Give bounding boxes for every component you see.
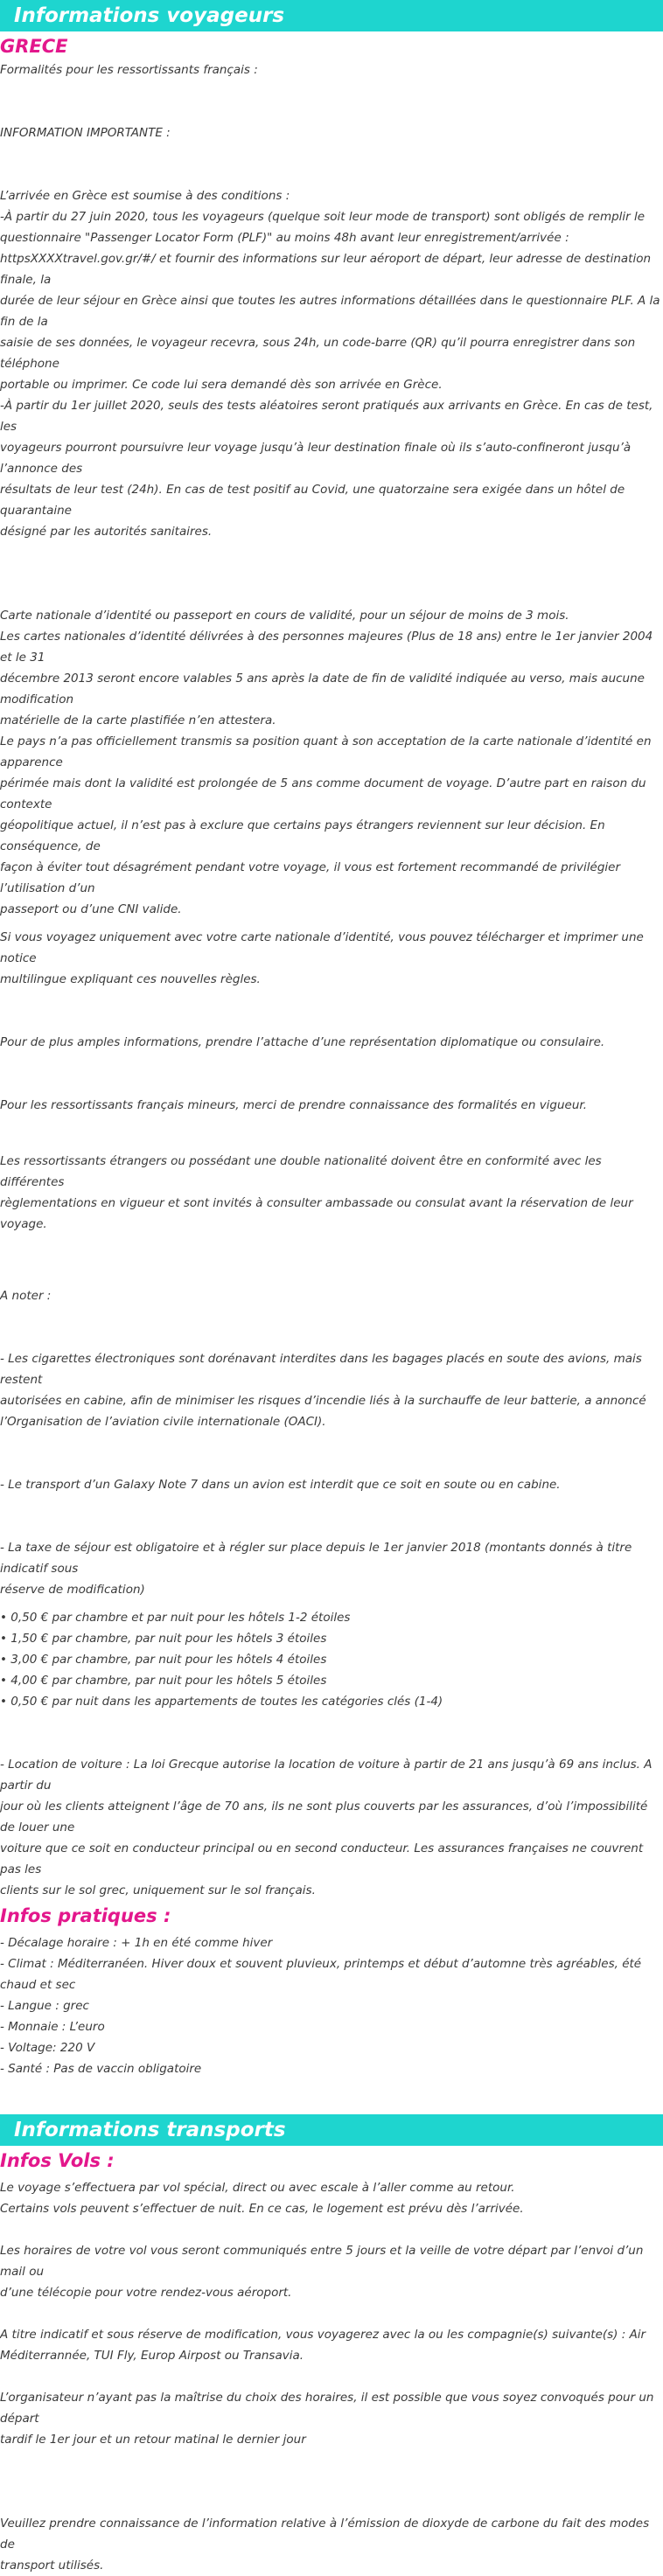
text-line: l’Organisation de l’aviation civile internationale (OACI).: [0, 1415, 326, 1429]
spacer: [0, 1327, 663, 1348]
spacer: [0, 1432, 663, 1453]
text-line: jour où les clients atteignent l’âge de 70 ans, ils ne sont plus couverts par les assurances, d’où l’impossibilité de louer une: [0, 1800, 648, 1835]
spacer: [0, 2492, 663, 2513]
spacer: [0, 80, 663, 101]
spacer: [0, 1116, 663, 1137]
infos-pratiques-list: [0, 1932, 663, 2079]
text-line: transport utilisés.: [0, 2559, 104, 2573]
spacer: [0, 2366, 663, 2387]
list-item: • 3,00 € par chambre, par nuit pour les hôtels 4 étoiles: [0, 1653, 327, 1667]
spacer: [0, 1495, 663, 1516]
text-line: autorisées en cabine, afin de minimiser les risques d’incendie liés à la surchauffe de leur batterie, a annoncé: [0, 1394, 646, 1408]
spacer: [0, 2471, 663, 2492]
text-line: Le pays n’a pas officiellement transmis sa position quant à son acceptation de la carte nationale d’identité en apparence: [0, 735, 652, 769]
spacer: [0, 1733, 663, 1754]
spacer: [0, 1306, 663, 1327]
text-line: Méditerrannée, TUI Fly, Europ Airpost ou Transavia.: [0, 2349, 304, 2363]
spacer: [0, 1011, 663, 1032]
list-item: - Monnaie : L’euro: [0, 2020, 105, 2034]
spacer: [0, 101, 663, 122]
spacer: [0, 542, 663, 563]
infos-vols-heading: Infos Vols :: [0, 2150, 115, 2171]
list-item: • 0,50 € par nuit dans les appartements de toutes les catégories clés (1-4): [0, 1695, 443, 1709]
text-line: -À partir du 27 juin 2020, tous les voyageurs (quelque soit leur mode de transport) sont obligés de remplir le: [0, 210, 646, 224]
text-line: - Location de voiture : La loi Grecque autorise la location de voiture à partir de 21 ans jusqu’à 69 ans inclus. A partir du: [0, 1758, 653, 1793]
country-heading: GRECE: [0, 36, 68, 57]
text-line: - La taxe de séjour est obligatoire et à régler sur place depuis le 1er janvier 2018 (montants donnés à titre indicatif sous: [0, 1541, 632, 1576]
list-item: - Climat : Méditerranéen. Hiver doux et souvent pluvieux, printemps et début d’automne très agréables, été chaud et sec: [0, 1957, 642, 1992]
text-line: multilingue expliquant ces nouvelles règles.: [0, 972, 261, 986]
text-line: Les horaires de votre vol vous seront communiqués entre 5 jours et la veille de votre départ par l’envoi d’un mail ou: [0, 2244, 644, 2279]
text-line: voyageurs pourront poursuivre leur voyage jusqu’à leur destination finale où ils s’auto-confineront jusqu’à l’annonce des: [0, 441, 632, 476]
text-line: désigné par les autorités sanitaires.: [0, 525, 213, 539]
cni-block: [0, 605, 663, 920]
section-title-transports: Informations transports: [0, 2114, 663, 2146]
formalites-intro: Formalités pour les ressortissants français :: [0, 63, 258, 77]
spacer: [0, 1256, 663, 1277]
section-title-voyageurs: Informations voyageurs: [0, 0, 663, 31]
spacer: [0, 1453, 663, 1474]
list-item: • 1,50 € par chambre, par nuit pour les hôtels 3 étoiles: [0, 1632, 327, 1646]
text-line: façon à éviter tout désagrément pendant votre voyage, il vous est fortement recommandé de privilégier l’utilisation d’un: [0, 860, 621, 895]
galaxy-text: - Le transport d’un Galaxy Note 7 dans un avion est interdit que ce soit en soute ou en cabine.: [0, 1478, 561, 1492]
taxe-block: [0, 1537, 663, 1600]
infos-pratiques-heading: Infos pratiques :: [0, 1905, 171, 1926]
spacer: [0, 1053, 663, 1074]
organisateur-block: [0, 2387, 663, 2450]
spacer: [0, 563, 663, 584]
list-item: - Langue : grec: [0, 1999, 89, 2013]
spacer: [0, 1277, 663, 1285]
text-line: saisie de ses données, le voyageur recevra, sous 24h, un code-barre (QR) qu’il pourra enregistrer dans son téléphone: [0, 336, 636, 371]
list-item: • 0,50 € par chambre et par nuit pour les hôtels 1-2 étoiles: [0, 1611, 351, 1625]
text-line: L’arrivée en Grèce est soumise à des conditions :: [0, 189, 290, 203]
spacer: [0, 990, 663, 1011]
text-line: Le voyage s’effectuera par vol spécial, direct ou avec escale à l’aller comme au retour.: [0, 2181, 515, 2195]
location-block: [0, 1754, 663, 1901]
notice-block: [0, 927, 663, 990]
text-line: Certains vols peuvent s’effectuer de nuit. En ce cas, le logement est prévu dès l’arrivée.: [0, 2202, 524, 2216]
spacer: [0, 2219, 663, 2240]
important-title: INFORMATION IMPORTANTE :: [0, 126, 171, 140]
text-line: Carte nationale d’identité ou passeport en cours de validité, pour un séjour de moins de 3 mois.: [0, 609, 569, 623]
list-item: - Décalage horaire : + 1h en été comme hiver: [0, 1936, 273, 1950]
spacer: [0, 164, 663, 185]
compagnies-block: [0, 2324, 663, 2366]
text-line: périmée mais dont la validité est prolongée de 5 ans comme document de voyage. D’autre part en raison du contexte: [0, 776, 646, 811]
spacer: [0, 1516, 663, 1537]
a-noter-label: A noter :: [0, 1289, 52, 1303]
carbone-block: [0, 2513, 663, 2576]
list-item: • 4,00 € par chambre, par nuit pour les hôtels 5 étoiles: [0, 1674, 327, 1688]
text-line: matérielle de la carte plastifiée n’en attestera.: [0, 714, 276, 728]
text-line: durée de leur séjour en Grèce ainsi que toutes les autres informations détaillées dans le questionnaire PLF. A la fin de la: [0, 294, 660, 329]
text-line: géopolitique actuel, il n’est pas à exclure que certains pays étrangers reviennent sur leur décision. En conséquence, de: [0, 818, 605, 853]
spacer: [0, 1074, 663, 1095]
horaires-block: [0, 2240, 663, 2303]
text-line: d’une télécopie pour votre rendez-vous aéroport.: [0, 2286, 292, 2300]
text-line: règlementations en vigueur et sont invités à consulter ambassade ou consulat avant la réservation de leur voyage.: [0, 1196, 633, 1231]
text-line: résultats de leur test (24h). En cas de test positif au Covid, une quatorzaine sera exigée dans un hôtel de quarantaine: [0, 483, 625, 518]
list-item: - Santé : Pas de vaccin obligatoire: [0, 2062, 202, 2076]
vols-block: [0, 2177, 663, 2219]
spacer: [0, 2079, 663, 2114]
text-line: Les ressortissants étrangers ou possédant une double nationalité doivent être en conformité avec les différentes: [0, 1154, 602, 1189]
spacer: [0, 2450, 663, 2471]
text-line: Si vous voyagez uniquement avec votre carte nationale d’identité, vous pouvez télécharger et imprimer une notice: [0, 930, 644, 965]
text-line: réserve de modification): [0, 1583, 145, 1597]
spacer: [0, 584, 663, 605]
text-line: Veuillez prendre connaissance de l’information relative à l’émission de dioxyde de carbone du fait des modes de: [0, 2517, 650, 2552]
spacer: [0, 1712, 663, 1733]
mineurs-text: Pour les ressortissants français mineurs, merci de prendre connaissance des formalités en vigueur.: [0, 1098, 588, 1112]
text-line: clients sur le sol grec, uniquement sur le sol français.: [0, 1883, 316, 1897]
text-line: questionnaire "Passenger Locator Form (PLF)" au moins 48h avant leur enregistrement/arrivée :: [0, 231, 569, 245]
text-line: A titre indicatif et sous réserve de modification, vous voyagerez avec la ou les compagnie(s) suivante(s) : Air: [0, 2328, 646, 2342]
text-line: voiture que ce soit en conducteur principal ou en second conducteur. Les assurances françaises ne couvrent pas les: [0, 1841, 644, 1876]
taxe-list: [0, 1607, 663, 1712]
cigarettes-block: [0, 1348, 663, 1432]
text-line: Les cartes nationales d’identité délivrées à des personnes majeures (Plus de 18 ans) entre le 1er janvier 2004 et le 31: [0, 630, 653, 665]
text-line: -À partir du 1er juillet 2020, seuls des tests aléatoires seront pratiqués aux arrivants en Grèce. En cas de test, les: [0, 399, 653, 434]
list-item: - Voltage: 220 V: [0, 2041, 95, 2055]
text-line: httpsXXXXtravel.gov.gr/#/ et fournir des informations sur leur aéroport de départ, leur adresse de destination finale, la: [0, 252, 652, 287]
spacer: [0, 1235, 663, 1256]
text-line: tardif le 1er jour et un retour matinal le dernier jour: [0, 2433, 306, 2447]
spacer: [0, 2303, 663, 2324]
text-line: portable ou imprimer. Ce code lui sera demandé dès son arrivée en Grèce.: [0, 378, 443, 392]
spacer: [0, 143, 663, 164]
spacer: [0, 920, 663, 927]
spacer: [0, 1137, 663, 1151]
spacer: [0, 1600, 663, 1607]
etrangers-block: [0, 1151, 663, 1235]
text-line: - Les cigarettes électroniques sont dorénavant interdites dans les bagages placés en soute des avions, mais restent: [0, 1352, 642, 1387]
text-line: L’organisateur n’ayant pas la maîtrise du choix des horaires, il est possible que vous soyez convoqués pour un départ: [0, 2391, 654, 2426]
text-line: passeport ou d’une CNI valide.: [0, 902, 182, 916]
text-line: décembre 2013 seront encore valables 5 ans après la date de fin de validité indiquée au verso, mais aucune modification: [0, 672, 645, 707]
consulat-text: Pour de plus amples informations, prendre l’attache d’une représentation diplomatique ou consulaire.: [0, 1035, 605, 1049]
section-informations-transports: [0, 2114, 663, 2576]
conditions-block: [0, 185, 663, 542]
